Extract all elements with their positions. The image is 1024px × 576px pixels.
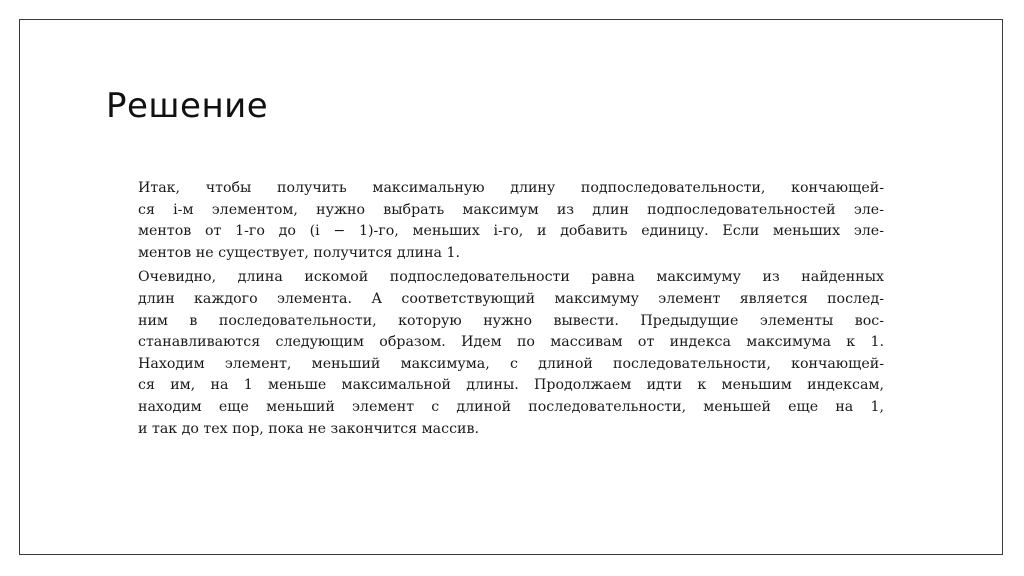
text-line: Итак, чтобы получить максимальную длину подпоследовательности, кончающей- [138,180,884,196]
paragraph-2 [138,267,884,440]
text-line: находим еще меньший элемент с длиной последовательности, меньшей еще на 1, [138,398,884,415]
text-line: Очевидно, длина искомой подпоследовательности равна максимуму из найденных [138,269,884,286]
text-line: станавливаются следующим образом. Идем по массивам от индекса максимума к 1. [138,334,884,351]
text-line: ся i-м элементом, нужно выбрать максимум из длин подпоследовательностей эле- [138,201,884,218]
text-line: длин каждого элемента. А соответствующий максимуму элемент является послед- [138,290,884,307]
slide-title: Решение [106,86,269,126]
text-line: и так до тех пор, пока не закончится массив. [138,420,479,437]
text-line: Находим элемент, меньший максимума, с длиной последовательности, кончающей- [138,355,884,372]
text-line: ним в последовательности, которую нужно вывести. Предыдущие элементы вос- [138,312,884,329]
text-line: ся им, на 1 меньше максимальной длины. Продолжаем идти к меньшим индексам, [138,377,884,394]
paragraph-1 [138,178,884,264]
text-line: ментов не существует, получится длина 1. [138,244,461,261]
body-text [138,178,884,443]
text-line: ментов от 1-го до (i − 1)-го, меньших i-го, и добавить единицу. Если меньших эле- [138,223,884,240]
slide [19,19,1003,555]
